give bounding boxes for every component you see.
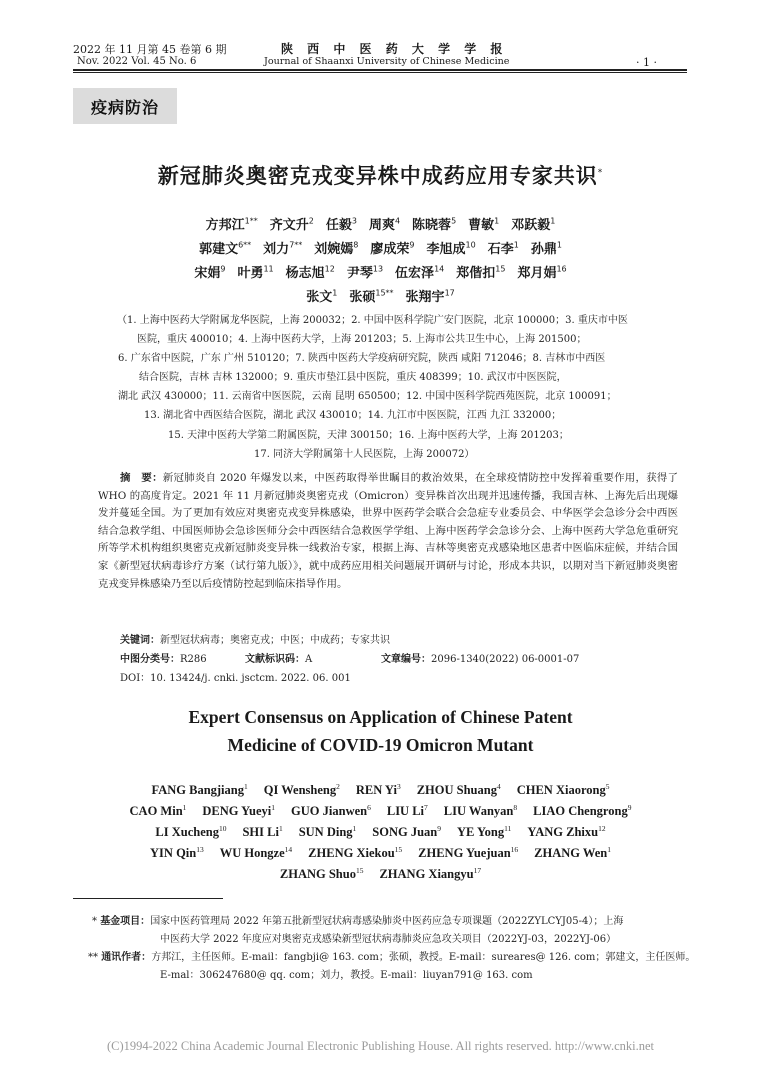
author-name-text: CAO Min: [129, 804, 183, 819]
author-affiliation-mark: 1: [550, 216, 556, 226]
author-name-text: 伍宏泽: [395, 266, 435, 281]
fund-line-1: 国家中医药管理局 2022 年第五批新型冠状病毒感染肺炎中医药应急专项课题（2022ZYLCYJ05-4）；上海: [150, 916, 624, 927]
journal-title-cn: 陕 西 中 医 药 大 学 学 报: [281, 42, 508, 56]
author-affiliation-mark: 9: [409, 240, 415, 250]
author-name-text: 李旭成: [426, 242, 466, 257]
affiliation-line: 湖北 武汉 430000；11. 云南省中医医院，云南 昆明 650500；12. 中国中医科学院西苑医院，北京 100091；: [118, 391, 617, 402]
author-name-text: ZHENG Xiekou: [308, 846, 395, 861]
author-name-text: 曹敏: [468, 218, 495, 233]
affiliation-line: 17. 同济大学附属第十人民医院，上海 200072）: [254, 449, 475, 460]
author-affiliation-mark: 1: [607, 845, 611, 854]
author-name-text: 廖成荣: [370, 242, 410, 257]
author-name-text: LI Xucheng: [155, 825, 219, 840]
corr-label: 通讯作者：: [101, 952, 152, 963]
author-name: [370, 242, 414, 257]
author-name: [527, 825, 605, 839]
issue-en: Nov. 2022 Vol. 45 No. 6: [77, 56, 197, 67]
author-name-text: 郭建文: [199, 242, 239, 257]
article-number: [381, 650, 579, 665]
author-line-en-5: [0, 866, 761, 882]
section-tag: 疫病防治: [73, 88, 177, 124]
author-name-text: ZHOU Shuang: [416, 783, 497, 798]
author-name-text: 杨志旭: [285, 266, 325, 281]
page-number: · 1 ·: [636, 56, 657, 69]
keywords-text: 新型冠状病毒；奥密克戎；中医；中成药；专家共识: [160, 635, 390, 646]
author-affiliation-mark: 1: [244, 782, 248, 791]
fund-footnote: [92, 912, 623, 927]
author-affiliation-mark: 3: [351, 216, 357, 226]
author-name: [379, 867, 481, 881]
author-name: [406, 290, 455, 305]
title-cn: [0, 160, 761, 190]
author-name-text: 孙鼎: [530, 242, 557, 257]
author-name: [306, 290, 337, 305]
author-line-cn-2: [0, 238, 761, 257]
author-affiliation-mark: 9: [220, 264, 226, 274]
author-affiliation-mark: 1: [513, 240, 519, 250]
affiliation-line: 结合医院，吉林 吉林 132000；9. 重庆市垫江县中医院，重庆 408399；10. 武汉市中医医院，: [139, 372, 567, 383]
author-affiliation-mark: 5: [605, 782, 610, 791]
author-affiliation-mark: 11: [263, 264, 274, 274]
author-name-text: CHEN Xiaorong: [516, 783, 606, 798]
title-en-line-1: Expert Consensus on Application of Chinese Patent: [188, 707, 573, 727]
author-affiliation-mark: 1: [271, 803, 276, 812]
author-name: [511, 218, 555, 233]
corresponding-footnote: [88, 948, 695, 963]
author-name: [468, 218, 499, 233]
author-name: [264, 783, 340, 797]
author-affiliation-mark: 17: [473, 866, 482, 875]
author-name: [220, 846, 292, 860]
author-name: [412, 218, 456, 233]
author-name: [457, 825, 511, 839]
author-affiliation-mark: 1: [182, 803, 187, 812]
title-cn-text: 新冠肺炎奥密克戎变异株中成药应用专家共识: [157, 164, 598, 188]
author-name-text: SONG Juan: [372, 825, 438, 840]
author-name-text: 刘婉嫣: [314, 242, 354, 257]
corr-mark: **: [88, 952, 98, 963]
author-affiliation-mark: 4: [394, 216, 401, 226]
author-name-text: ZHANG Shuo: [279, 867, 356, 882]
author-name: [427, 242, 476, 257]
author-name-text: FANG Bangjiang: [151, 783, 244, 798]
article-no-label: 文章编号：: [381, 654, 431, 665]
author-name: [291, 804, 371, 818]
author-affiliation-mark: 15**: [375, 288, 394, 298]
author-affiliation-mark: 6: [367, 803, 371, 812]
author-name: [488, 242, 519, 257]
document-code: [245, 650, 312, 665]
author-name: [270, 218, 314, 233]
header-rule-thin: [73, 72, 687, 73]
author-name: [456, 266, 505, 281]
author-affiliation-mark: 10: [218, 824, 227, 833]
author-line-en-1: [0, 782, 761, 798]
author-name: [326, 218, 357, 233]
author-name-text: 尹琴: [346, 266, 373, 281]
author-affiliation-mark: 1: [352, 824, 357, 833]
author-name: [237, 266, 273, 281]
author-affiliation-mark: 6**: [238, 240, 252, 250]
author-affiliation-mark: 9: [627, 803, 632, 812]
author-affiliation-mark: 7**: [289, 240, 303, 250]
corr-line-1: 方邦江，主任医师。E-mail：fangbji@ 163. com；张硕，教授。E-mail：sureares@ 126. com；郭建文，主任医师。: [151, 952, 696, 963]
author-name: [150, 846, 204, 860]
author-name: [194, 266, 225, 281]
author-name-text: YE Yong: [457, 825, 505, 840]
affiliation-line: 15. 天津中医药大学第二附属医院，天津 300150；16. 上海中医药大学，上海 201203；: [168, 430, 569, 441]
author-affiliation-mark: 1**: [244, 216, 258, 226]
author-name-text: SHI Li: [242, 825, 279, 840]
author-name-text: 齐文升: [269, 218, 309, 233]
author-affiliation-mark: 5: [451, 216, 457, 226]
title-en-line-2: Medicine of COVID-19 Omicron Mutant: [227, 735, 534, 755]
author-name: [369, 218, 400, 233]
author-name: [372, 825, 441, 839]
journal-title-en: Journal of Shaanxi University of Chinese Medicine: [264, 56, 510, 67]
copyright-footer: (C)1994-2022 China Academic Journal Electronic Publishing House. All rights reserved. http://www.cnki.net: [106, 1039, 654, 1053]
title-fund-mark: *: [597, 168, 604, 178]
author-name-text: YANG Zhixu: [527, 825, 599, 840]
author-affiliation-mark: 12: [324, 264, 335, 274]
article-no-value: 2096-1340(2022) 06-0001-07: [431, 654, 580, 665]
author-name: [242, 825, 282, 839]
affiliation-line: 医院，重庆 400010；4. 上海中医药大学，上海 201203；5. 上海市公共卫生中心，上海 201500；: [137, 334, 587, 345]
author-name: [534, 846, 611, 860]
author-affiliation-mark: 16: [556, 264, 567, 274]
author-name-text: WU Hongze: [219, 846, 285, 861]
author-affiliation-mark: 8: [353, 240, 359, 250]
author-affiliation-mark: 7: [424, 803, 428, 812]
abstract-label: 摘 要：: [120, 472, 163, 484]
author-name: [130, 804, 187, 818]
author-affiliation-mark: 15: [495, 264, 506, 274]
author-name: [314, 242, 358, 257]
author-name: [517, 266, 566, 281]
author-name-text: 张硕: [349, 290, 376, 305]
author-name-text: LIAO Chengrong: [533, 804, 628, 819]
author-name-text: LIU Wanyan: [443, 804, 514, 819]
author-name-text: 宋娟: [194, 266, 221, 281]
clc-number: [120, 650, 207, 665]
author-name-text: 任毅: [325, 218, 352, 233]
author-name-text: 石李: [487, 242, 514, 257]
author-affiliation-mark: 8: [513, 803, 518, 812]
author-affiliation-mark: 14: [284, 845, 293, 854]
corr-line-2: E-mal：306247680@ qq. com；刘力，教授。E-mail：liuyan791@ 163. com: [160, 970, 533, 981]
author-line-cn-3: [0, 262, 761, 281]
author-name: [202, 804, 275, 818]
author-name-text: YIN Qin: [150, 846, 197, 861]
author-line-en-3: [0, 824, 761, 840]
author-line-cn-1: [0, 214, 761, 233]
author-affiliation-mark: 1: [556, 240, 562, 250]
author-affiliation-mark: 11: [504, 824, 512, 833]
author-affiliation-mark: 16: [510, 845, 519, 854]
author-name: [286, 266, 335, 281]
fund-label: 基金项目：: [100, 916, 151, 927]
author-name: [199, 242, 251, 257]
author-name-text: QI Wensheng: [263, 783, 337, 798]
author-name: [152, 783, 248, 797]
author-affiliation-mark: 3: [396, 782, 401, 791]
issue-cn: 2022 年 11 月第 45 卷第 6 期: [73, 43, 227, 56]
affiliation-line: （1. 上海中医药大学附属龙华医院，上海 200032；2. 中国中医科学院广安门医院，北京 100000；3. 重庆市中医: [117, 315, 628, 326]
author-name: [517, 783, 610, 797]
author-name-text: LIU Li: [386, 804, 425, 819]
keywords-label: 关键词：: [120, 635, 160, 646]
author-affiliation-mark: 1: [332, 288, 338, 298]
author-name: [417, 783, 501, 797]
clc-label: 中图分类号：: [120, 654, 180, 665]
author-name-text: 刘力: [263, 242, 290, 257]
author-name-text: 叶勇: [237, 266, 264, 281]
author-name-text: 陈晓蓉: [412, 218, 452, 233]
author-name: [395, 266, 444, 281]
author-line-cn-4: [0, 286, 761, 305]
author-affiliation-mark: 13: [196, 845, 204, 854]
author-name-text: ZHANG Wen: [534, 846, 608, 861]
author-name-text: 周爽: [368, 218, 395, 233]
author-name-text: 郑偕扣: [456, 266, 496, 281]
author-name: [155, 825, 226, 839]
author-name-text: 郑月娟: [517, 266, 557, 281]
doc-code-label: 文献标识码：: [245, 654, 305, 665]
author-affiliation-mark: 2: [308, 216, 314, 226]
keywords: [120, 631, 390, 646]
author-name-text: ZHANG Xiangyu: [379, 867, 474, 882]
author-name: [531, 242, 562, 257]
fund-line-2: 中医药大学 2022 年度应对奥密克戎感染新型冠状病毒肺炎应急攻关项目（2022YJ-03，2022YJ-06）: [160, 934, 617, 945]
author-affiliation-mark: 9: [437, 824, 441, 833]
author-name: [418, 846, 518, 860]
footnote-rule: [73, 898, 223, 899]
abstract: [98, 470, 678, 593]
author-name: [533, 804, 631, 818]
author-affiliation-mark: 1: [278, 824, 283, 833]
author-name-text: 方邦江: [205, 218, 245, 233]
author-name: [280, 867, 364, 881]
header-rule: [73, 69, 687, 71]
author-name: [206, 218, 258, 233]
author-affiliation-mark: 12: [598, 824, 606, 833]
author-line-en-4: [0, 845, 761, 861]
affiliation-line: 6. 广东省中医院，广东 广州 510120；7. 陕西中医药大学疫病研究院，陕西 咸阳 712046；8. 吉林市中西医: [118, 353, 606, 364]
author-affiliation-mark: 14: [434, 264, 445, 274]
author-affiliation-mark: 1: [494, 216, 500, 226]
author-name: [444, 804, 517, 818]
author-affiliation-mark: 15: [355, 866, 364, 875]
author-name: [349, 290, 393, 305]
author-name-text: ZHENG Yuejuan: [418, 846, 511, 861]
doi: DOI：10. 13424/j. cnki. jsctcm. 2022. 06. 001: [120, 673, 351, 684]
affiliation-line: 13. 湖北省中西医结合医院，湖北 武汉 430010；14. 九江市中医医院，江西 九江 332000；: [144, 410, 562, 421]
author-name-text: 张文: [306, 290, 333, 305]
author-name-text: SUN Ding: [298, 825, 353, 840]
author-affiliation-mark: 4: [496, 782, 501, 791]
author-name-text: 邓跃毅: [511, 218, 551, 233]
author-affiliation-mark: 10: [465, 240, 476, 250]
author-name: [387, 804, 428, 818]
author-name: [356, 783, 401, 797]
author-affiliation-mark: 13: [372, 264, 384, 274]
doc-code-value: A: [305, 654, 313, 665]
abstract-text: 新冠肺炎自 2020 年爆发以来，中医药取得举世瞩目的救治效果，在全球疫情防控中发挥着重要作用，获得了 WHO 的高度肯定。2021 年 11 月新冠肺炎奥密克戎（Omicron）变异株首次出现并迅速传播，我国吉林、上海先后出现爆发并蔓延全国。为了更加有效应对奥密克戎变异株感染，世界中医药学会联合会急症专业委员会、中华医学会急诊分会中西医结合急救学组、中国医师协会急诊医师分会中西医结合急救医学学组、上海中医药学会急诊分会、上海中医药大学急危重研究所等学术机构组织奥密克戎新冠肺炎变异株一线救治专家，根据上海、吉林等奥密克戎感染地区患者中医临床症候，并结合国家《新型冠状病毒诊疗方案（试行第九版）》，就中成药应用相关问题展开调研与讨论，形成本共识，以期对当下新冠肺炎奥密克戎变异株感染乃至以后疫情防控起到临床指导作用。: [98, 472, 678, 590]
author-name-text: GUO Jianwen: [291, 804, 368, 819]
author-name-text: REN Yi: [355, 783, 397, 798]
author-affiliation-mark: 2: [336, 782, 340, 791]
author-affiliation-mark: 17: [444, 288, 455, 298]
author-name-text: 张翔宇: [405, 290, 445, 305]
author-affiliation-mark: 15: [394, 845, 403, 854]
author-name: [263, 242, 302, 257]
author-name: [299, 825, 357, 839]
author-name: [347, 266, 383, 281]
author-name: [308, 846, 402, 860]
fund-mark: *: [92, 916, 97, 927]
author-name-text: DENG Yueyi: [202, 804, 272, 819]
clc-value: R286: [180, 654, 207, 665]
author-line-en-2: [0, 803, 761, 819]
